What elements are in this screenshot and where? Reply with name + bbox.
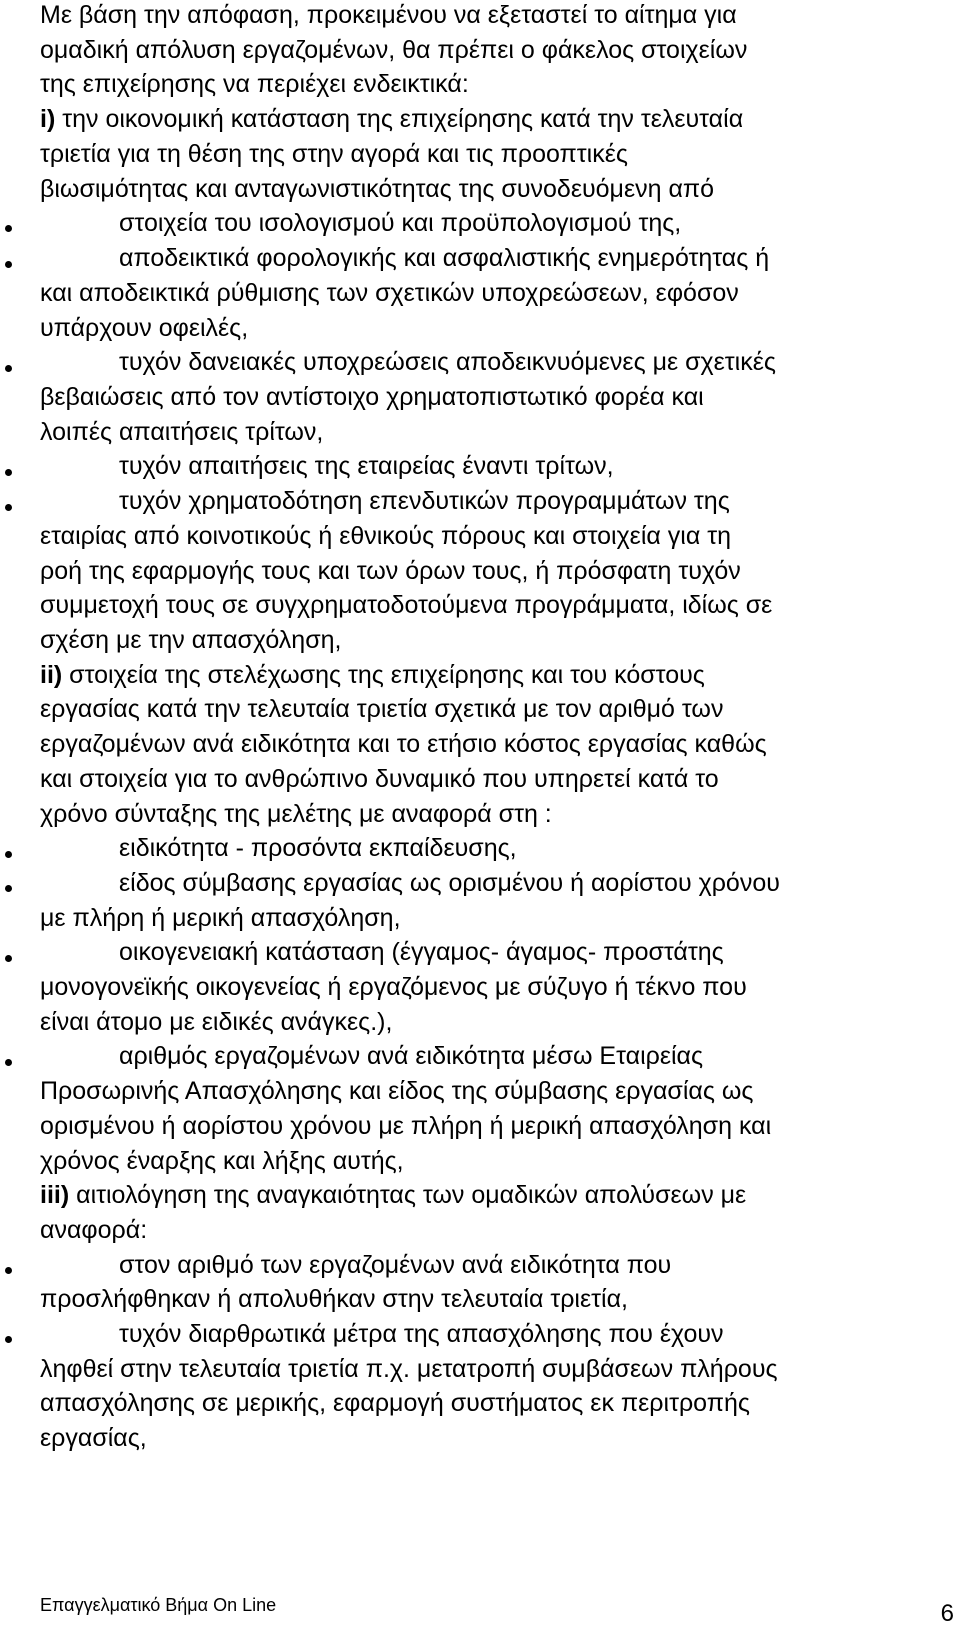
bullet-icon: [5, 955, 12, 962]
text-line: ορισμένου ή αορίστου χρόνου με πλήρη ή μερική απασχόληση και: [40, 1112, 772, 1140]
text-line: με πλήρη ή μερική απασχόληση,: [40, 904, 401, 932]
text-line: ροή της εφαρμογής τους και των όρων τους, ή πρόσφατη τυχόν: [40, 557, 741, 585]
bullet-line: είδος σύμβασης εργασίας ως ορισμένου ή αορίστου χρόνου: [119, 869, 780, 897]
text-line: [40, 1180, 940, 1210]
text-line: αιτιολόγηση της αναγκαιότητας των ομαδικών απολύσεων με: [76, 1181, 747, 1209]
bullet-line: τυχόν διαρθρωτικά μέτρα της απασχόλησης που έχουν: [119, 1320, 724, 1348]
text-line: μονογονεϊκής οικογενείας ή εργαζόμενος με σύζυγο ή τέκνο που: [40, 973, 747, 1001]
bullet-icon: [5, 1267, 12, 1274]
text-line: υπάρχουν οφειλές,: [40, 314, 249, 342]
text-line: [40, 104, 940, 134]
text-line: χρόνος έναρξης και λήξης αυτής,: [40, 1147, 404, 1175]
bullet-icon: [5, 365, 12, 372]
text-line: ομαδική απόλυση εργαζομένων, θα πρέπει ο φάκελος στοιχείων: [40, 36, 748, 64]
text-line: και αποδεικτικά ρύθμισης των σχετικών υποχρεώσεων, εφόσον: [40, 279, 739, 307]
bullet-line: αποδεικτικά φορολογικής και ασφαλιστικής ενημερότητας ή: [119, 244, 770, 272]
text-line: εταιρίας από κοινοτικούς ή εθνικούς πόρους και στοιχεία για τη: [40, 522, 732, 550]
bullet-line: τυχόν χρηματοδότηση επενδυτικών προγραμμάτων της: [119, 487, 730, 515]
footer-text: Επαγγελματικό Βήμα On Line: [40, 1595, 277, 1615]
text-line: την οικονομική κατάσταση της επιχείρησης κατά την τελευταία: [62, 105, 744, 133]
section-label-iii: iii): [40, 1181, 70, 1209]
bullet-icon: [5, 885, 12, 892]
bullet-line: αριθμός εργαζομένων ανά ειδικότητα μέσω Εταιρείας: [119, 1042, 704, 1070]
text-line: είναι άτομο με ειδικές ανάγκες.),: [40, 1008, 393, 1036]
bullet-line: ειδικότητα - προσόντα εκπαίδευσης,: [119, 834, 517, 862]
bullet-icon: [5, 225, 12, 232]
text-line: Με βάση την απόφαση, προκειμένου να εξεταστεί το αίτημα για: [40, 1, 737, 29]
text-line: απασχόλησης σε μερικής, εφαρμογή συστήματος εκ περιτροπής: [40, 1389, 750, 1417]
bullet-icon: [5, 1059, 12, 1066]
text-line: λοιπές απαιτήσεις τρίτων,: [40, 418, 324, 446]
text-line: εργαζομένων ανά ειδικότητα και το ετήσιο κόστος εργασίας καθώς: [40, 730, 767, 758]
text-line: εργασίας,: [40, 1424, 147, 1452]
bullet-icon: [5, 261, 12, 268]
section-label-ii: ii): [40, 661, 63, 689]
text-line: προσλήφθηκαν ή απολυθήκαν στην τελευταία τριετία,: [40, 1285, 628, 1313]
bullet-line: οικογενειακή κατάσταση (έγγαμος- άγαμος- προστάτης: [119, 938, 724, 966]
text-line: Προσωρινής Απασχόλησης και είδος της σύμβασης εργασίας ως: [40, 1077, 754, 1105]
text-line: [40, 660, 940, 690]
text-line: τριετία για τη θέση της στην αγορά και τις προοπτικές: [40, 140, 628, 168]
bullet-icon: [5, 851, 12, 858]
text-line: συμμετοχή τους σε συγχρηματοδοτούμενα προγράμματα, ιδίως σε: [40, 591, 773, 619]
section-label-i: i): [40, 105, 56, 133]
bullet-icon: [5, 1336, 12, 1343]
bullet-line: στον αριθμό των εργαζομένων ανά ειδικότητα που: [119, 1251, 672, 1279]
bullet-line: τυχόν απαιτήσεις της εταιρείας έναντι τρίτων,: [119, 452, 614, 480]
bullet-line: τυχόν δανειακές υποχρεώσεις αποδεικνυόμενες με σχετικές: [119, 348, 776, 376]
bullet-line: στοιχεία του ισολογισμού και προϋπολογισμού της,: [119, 209, 682, 237]
bullet-icon: [5, 504, 12, 511]
text-line: και στοιχεία για το ανθρώπινο δυναμικό που υπηρετεί κατά το: [40, 765, 719, 793]
bullet-icon: [5, 469, 12, 476]
text-line: σχέση με την απασχόληση,: [40, 626, 342, 654]
text-line: βεβαιώσεις από τον αντίστοιχο χρηματοπιστωτικό φορέα και: [40, 383, 704, 411]
text-line: της επιχείρησης να περιέχει ενδεικτικά:: [40, 70, 469, 98]
page-number: 6: [940, 1600, 954, 1627]
text-line: ληφθεί στην τελευταία τριετία π.χ. μετατροπή συμβάσεων πλήρους: [40, 1355, 778, 1383]
text-line: εργασίας κατά την τελευταία τριετία σχετικά με τον αριθμό των: [40, 695, 724, 723]
text-line: αναφορά:: [40, 1216, 148, 1244]
text-line: στοιχεία της στελέχωσης της επιχείρησης και του κόστους: [69, 661, 705, 689]
text-line: βιωσιμότητας και ανταγωνιστικότητας της συνοδευόμενη από: [40, 175, 715, 203]
text-line: χρόνο σύνταξης της μελέτης με αναφορά στη :: [40, 800, 552, 828]
